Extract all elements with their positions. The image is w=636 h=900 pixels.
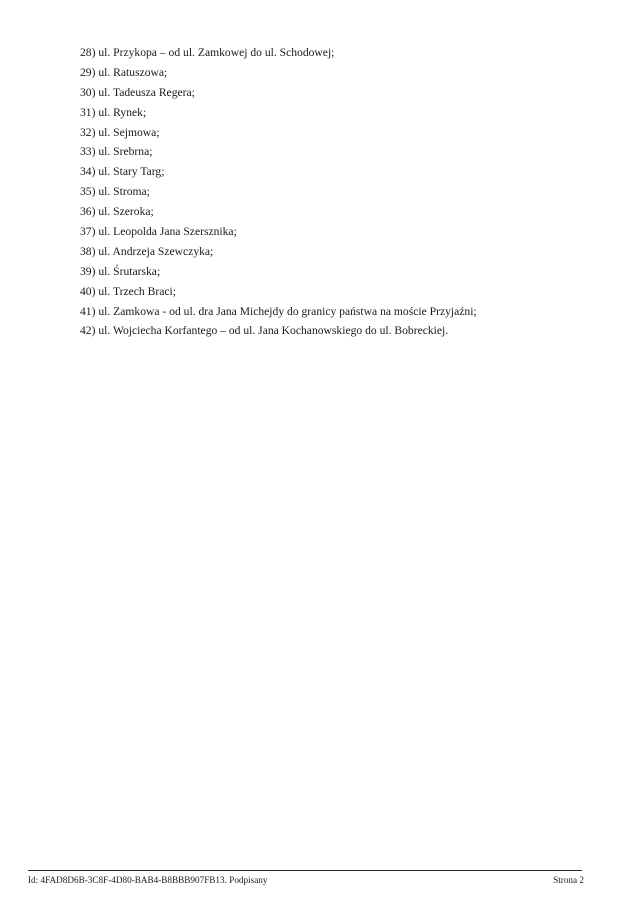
list-item: 35) ul. Stroma; <box>80 185 150 199</box>
list-item: 32) ul. Sejmowa; <box>80 125 160 139</box>
footer-divider <box>28 870 582 871</box>
list-item: 28) ul. Przykopa – od ul. Zamkowej do ul. Schodowej; <box>80 46 335 59</box>
list-item: 42) ul. Wojciecha Korfantego – od ul. Jana Kochanowskiego do ul. Bobreckiej. <box>80 324 449 338</box>
footer-page-number: Strona 2 <box>553 875 584 885</box>
list-item: 37) ul. Leopolda Jana Szersznika; <box>80 225 237 239</box>
street-list <box>80 43 477 341</box>
list-item: 39) ul. Śrutarska; <box>80 264 161 278</box>
list-item: 29) ul. Ratuszowa; <box>80 65 168 79</box>
list-item: 30) ul. Tadeusza Regera; <box>80 85 195 99</box>
list-item: 40) ul. Trzech Braci; <box>80 284 176 298</box>
list-item: 33) ul. Srebrna; <box>80 145 153 159</box>
list-item: 41) ul. Zamkowa - od ul. dra Jana Michejdy do granicy państwa na moście Przyjaźni; <box>80 304 477 318</box>
footer-document-id: Id: 4FAD8D6B-3C8F-4D80-BAB4-B8BBB907FB13. Podpisany <box>28 875 268 885</box>
list-item: 34) ul. Stary Targ; <box>80 165 165 179</box>
list-item: 36) ul. Szeroka; <box>80 205 154 219</box>
list-item: 31) ul. Rynek; <box>80 105 147 119</box>
list-item: 38) ul. Andrzeja Szewczyka; <box>80 244 214 258</box>
